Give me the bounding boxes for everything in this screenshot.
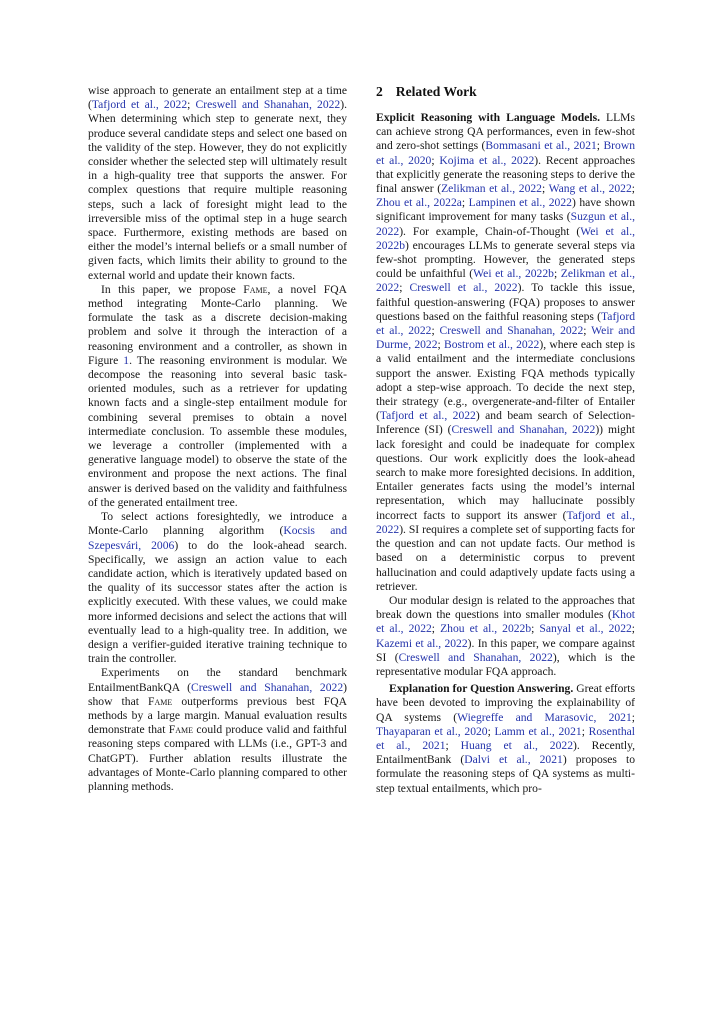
section-number: 2	[376, 84, 383, 99]
citation-link[interactable]: Tafjord et al., 2022	[91, 98, 188, 112]
body-text: ;	[631, 710, 635, 724]
citation-link[interactable]: Bostrom et al., 2022	[443, 338, 540, 352]
paragraph	[88, 84, 347, 283]
body-text: ;	[437, 338, 444, 352]
body-text: ). SI requires a complete set of supporting facts for the question and can not update facts. Our method is based on a deterministic corpus to prevent hallucination and could adaptively update facts using a retriever.	[376, 522, 635, 593]
paragraph	[88, 510, 347, 666]
body-text: ), where each step is a valid entailment and the intermediate conclusions support the answer. Existing FQA methods typically adopt a step-wise approach. To decide the next step, their strategy (e.g., overgenerate-and-filter of Entailer (	[376, 338, 635, 423]
right-column-paragraphs	[376, 111, 635, 796]
citation-link[interactable]: Tafjord et al., 2022	[376, 508, 635, 536]
body-text: To select actions foresightedly, we introduce a Monte-Carlo planning algorithm (	[88, 510, 347, 538]
citation-link[interactable]: Wei et al., 2022b	[473, 267, 554, 281]
body-text: ) have shown significant improvement for many tasks (	[376, 196, 635, 224]
citation-link[interactable]: Lampinen et al., 2022	[468, 196, 572, 210]
body-text: ) and beam search of Selection-Inference (SI) (	[376, 409, 636, 437]
citation-link[interactable]: Sanyal et al., 2022	[539, 622, 632, 636]
citation-link[interactable]: Kojima et al., 2022	[439, 153, 535, 167]
body-text: ) to do the look-ahead search. Specifically, we assign an action value to each candidate action, which is iteratively updated based on the quality of its successor states after the action is explicitly executed. With these values, we could make more informed decisions and select the actions that will eventually lead to a high-quality tree. In addition, we design a verifier-guided iterative training technique to train the controller.	[88, 538, 347, 666]
body-text: ). Recently, EntailmentBank (	[376, 738, 636, 767]
body-text: ;	[431, 324, 440, 338]
body-text: ;	[187, 98, 196, 112]
citation-link[interactable]: Creswell and Shanahan, 2022	[439, 324, 584, 338]
citation-link[interactable]: 1	[123, 353, 130, 367]
body-text: ;	[631, 622, 636, 636]
body-text: ) encourages LLMs to generate several steps via few-shot prompting. However, the generated steps could be unfaithful (	[376, 238, 635, 281]
body-text: ;	[541, 182, 549, 196]
citation-link[interactable]: Wiegreffe and Marasovic, 2021	[457, 710, 632, 724]
citation-link[interactable]: Thayaparan et al., 2020	[376, 724, 488, 738]
citation-link[interactable]: Weir and Durme, 2022	[376, 324, 636, 352]
run-in-heading: Explanation for Question Answering.	[389, 682, 574, 696]
body-text: ;	[581, 724, 589, 738]
body-text: ;	[631, 182, 635, 196]
citation-link[interactable]: Creswell and Shanahan, 2022	[398, 650, 553, 664]
body-text: ). In this paper, we compare against SI (	[376, 636, 635, 664]
body-text: ;	[553, 267, 561, 281]
body-text: ). For example, Chain-of-Thought (	[399, 224, 581, 238]
body-text: ) show that	[88, 680, 347, 708]
body-text: ). Recent approaches that explicitly generate the reasoning steps to derive the final answer (	[376, 153, 636, 196]
smallcaps-system-name: Fame	[168, 723, 194, 737]
body-text: Our modular design is related to the approaches that break down the questions into smaller modules (	[376, 593, 635, 622]
body-text: wise approach to generate an entailment step at a time (	[88, 84, 347, 112]
citation-link[interactable]: Rosenthal et al., 2021	[376, 724, 636, 752]
body-text: ;	[461, 196, 469, 210]
citation-link[interactable]: Brown et al., 2020	[376, 139, 635, 167]
body-text: LLMs can achieve strong QA performances, even in few-shot and zero-shot settings (	[376, 111, 635, 153]
smallcaps-system-name: Fame	[243, 282, 268, 296]
body-text: ). To tackle this issue, faithful question-answering (FQA) proposes to answer questions based on the faithful reasoning steps (	[376, 281, 635, 323]
body-text: )) might lack foresight and could be inadequate for complex questions. Our work explicitly does the look-ahead search to make more foresighted decisions. In addition, Entailer generates facts using the model’s internal representation, which may hallucinate possibly incorrect facts to support its answer (	[376, 423, 635, 522]
body-text: , a novel FQA method integrating Monte-Carlo planning. We formulate the task as a discrete decision-making problem and solve it through the interaction of a reasoning environment and a controller, as shown in Figure	[88, 282, 347, 367]
paragraph	[376, 682, 635, 796]
body-text: ;	[531, 622, 540, 636]
body-text: outperforms previous best FQA methods by a large margin. Manual evaluation results demonstrate that	[88, 694, 347, 737]
paragraph	[88, 283, 347, 510]
run-in-heading: Explicit Reasoning with Language Models.	[376, 111, 601, 124]
citation-link[interactable]: Creswell and Shanahan, 2022	[190, 680, 344, 694]
paragraph	[88, 666, 347, 794]
two-column-text-block	[88, 84, 635, 796]
citation-link[interactable]: Tafjord et al., 2022	[376, 309, 635, 338]
section-heading	[376, 84, 635, 100]
body-text: could produce valid and faithful reasoning steps compared with LLMs (i.e., GPT-3 and ChatGPT). Further ablation results illustrate the advantages of Monte-Carlo planning compared to other planning methods.	[88, 723, 347, 793]
body-text: ), which is the representative modular FQA approach.	[376, 650, 635, 678]
body-text: ;	[596, 139, 604, 153]
citation-link[interactable]: Zelikman et al., 2022	[376, 267, 636, 295]
body-text: ;	[487, 724, 495, 738]
citation-link[interactable]: Bommasani et al., 2021	[485, 139, 597, 153]
citation-link[interactable]: Zhou et al., 2022a	[376, 196, 462, 210]
paragraph	[376, 594, 635, 679]
section-title: Related Work	[395, 84, 477, 99]
body-text: In this paper, we propose	[101, 282, 244, 296]
citation-link[interactable]: Zhou et al., 2022b	[440, 622, 532, 636]
body-text: . The reasoning environment is modular. We decompose the reasoning into several basic task-oriented modules, such as a retriever for updating known facts and a single-step entailment module for combining several premises to obtain a novel intermediate conclusion. To assemble these modules, we leverage a controller (implemented with a generative language model) to observe the state of the environment and propose the next actions. The final answer is derived based on the validity and faithfulness of the generated entailment tree.	[88, 353, 347, 509]
body-text: ;	[399, 281, 410, 295]
citation-link[interactable]: Creswell et al., 2022	[409, 281, 518, 295]
citation-link[interactable]: Kazemi et al., 2022	[376, 636, 468, 650]
citation-link[interactable]: Suzgun et al., 2022	[376, 210, 635, 238]
citation-link[interactable]: Wang et al., 2022	[548, 182, 632, 196]
body-text: ;	[445, 738, 461, 752]
citation-link[interactable]: Lamm et al., 2021	[494, 724, 582, 738]
citation-link[interactable]: Dalvi et al., 2021	[464, 753, 563, 767]
body-text: Experiments on the standard benchmark EntailmentBankQA (	[88, 666, 347, 694]
paragraph	[376, 111, 635, 594]
citation-link[interactable]: Kocsis and Szepesvári, 2006	[88, 524, 347, 552]
body-text: ;	[431, 153, 440, 167]
body-text: ) proposes to formulate the reasoning steps of QA systems as multi-step textual entailments, which pro-	[376, 753, 635, 795]
right-column	[376, 84, 635, 796]
citation-link[interactable]: Khot et al., 2022	[376, 608, 635, 636]
left-column	[88, 84, 347, 796]
citation-link[interactable]: Creswell and Shanahan, 2022	[451, 423, 596, 437]
body-text: ). When determining which step to generate next, they produce several candidate steps and select one based on the validity of the step. However, they do not explicitly consider whether the selected step will ultimately result in a high-quality tree that supports the answer. For complex questions that require multiple reasoning steps, such a lack of foresight might lead to the irreversible miss of the optimal step in a huge search space. Furthermore, existing methods are based on either the model’s internal beliefs or a small number of given facts, which limits their ability to ground to the external world and update their known facts.	[88, 98, 347, 282]
body-text: ;	[431, 622, 441, 636]
body-text: ;	[583, 324, 592, 338]
citation-link[interactable]: Creswell and Shanahan, 2022	[195, 98, 341, 112]
smallcaps-system-name: Fame	[148, 694, 173, 708]
citation-link[interactable]: Tafjord et al., 2022	[379, 409, 476, 423]
body-text: Great efforts have been devoted to improving the explainability of QA systems (	[376, 682, 636, 724]
citation-link[interactable]: Wei et al., 2022b	[376, 224, 635, 252]
citation-link[interactable]: Huang et al., 2022	[460, 738, 573, 752]
citation-link[interactable]: Zelikman et al., 2022	[441, 182, 542, 196]
